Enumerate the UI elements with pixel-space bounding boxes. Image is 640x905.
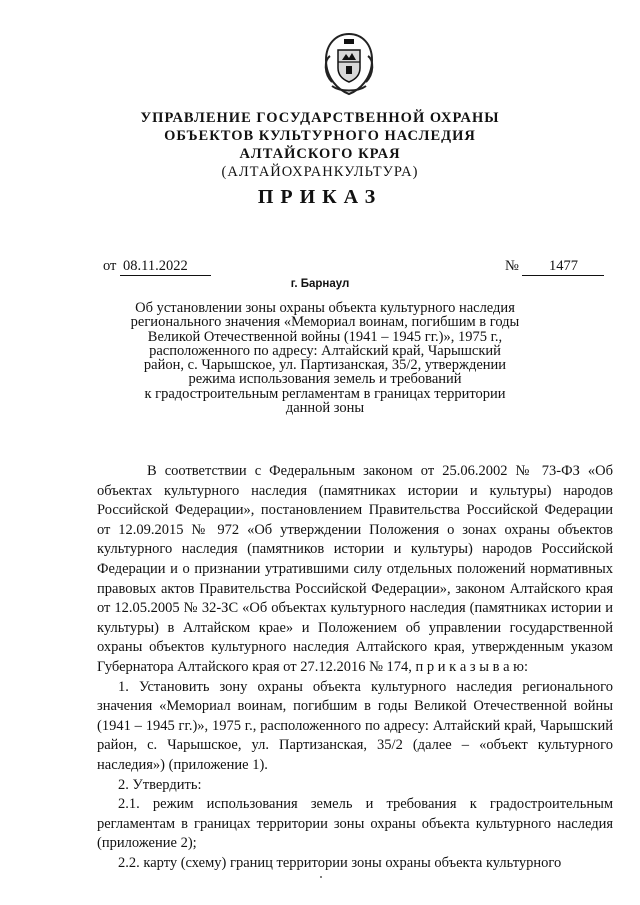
subject-line: к градостроительным регламентам в границах территории bbox=[144, 385, 506, 402]
number-prefix: № bbox=[505, 258, 519, 274]
subject-line: данной зоны bbox=[285, 400, 365, 417]
number-value: 1477 bbox=[522, 257, 604, 276]
document-body bbox=[97, 462, 613, 873]
subject-line: регионального значения «Мемориал воинам, погибшим в годы bbox=[130, 314, 520, 331]
document-title: ПРИКАЗ bbox=[257, 186, 383, 208]
preamble-paragraph: В соответствии с Федеральным законом от 25.06.2002 № 73-ФЗ «Об объектах культурного наследия (памятниках истории и культуры) народов Российской Федерации», постановлением Правительства Российской Федерации от 12.09.2015 № 972 «Об утверждении Положения о зонах охраны объектов культурного наследия (памятников истории и культуры) народов Российской Федерации и о признании утратившими силу отдельных положений нормативных правовых актов Правительства Российской Федерации», законом Алтайского края от 12.05.2005 № 32-ЗС «Об объектах культурного наследия (памятниках истории и культуры) в Алтайском крае» и Положением об управлении государственной охраны объектов культурного наследия Алтайского края, утвержденным указом Губернатора Алтайского края от 27.12.2016 № 174, п р и к а з ы в а ю: bbox=[97, 463, 613, 675]
item-2-paragraph: 2. Утвердить: bbox=[118, 776, 202, 793]
date-value: 08.11.2022 bbox=[120, 257, 211, 276]
document-date bbox=[103, 257, 211, 276]
coat-of-arms-icon bbox=[318, 30, 380, 98]
subject-line: Великой Отечественной войны (1941 – 1945 гг.)», 1975 г., bbox=[147, 328, 503, 345]
subject-line: расположенного по адресу: Алтайский край, Чарышский bbox=[149, 342, 501, 359]
document-subject bbox=[120, 301, 530, 415]
item-2-1-paragraph: 2.1. режим использования земель и требования к градостроительным регламентам в границах территории зоны охраны объекта культурного наследия (приложение 2); bbox=[97, 796, 613, 852]
subject-line: Об установлении зоны охраны объекта культурного наследия bbox=[135, 300, 515, 316]
item-2-2-paragraph: 2.2. карту (схему) границ территории зоны охраны объекта культурного bbox=[118, 854, 562, 871]
scan-dot bbox=[320, 876, 322, 878]
org-name-line3: АЛТАЙСКОГО КРАЯ bbox=[239, 146, 401, 162]
subject-line: режима использования земель и требований bbox=[188, 371, 462, 388]
org-abbreviation: (АЛТАЙОХРАНКУЛЬТУРА) bbox=[221, 164, 419, 180]
date-prefix: от bbox=[103, 258, 117, 274]
document-number bbox=[505, 257, 604, 276]
subject-line: район, с. Чарышское, ул. Партизанская, 35/2, утверждении bbox=[143, 357, 507, 374]
org-name-line2: ОБЪЕКТОВ КУЛЬТУРНОГО НАСЛЕДИЯ bbox=[164, 128, 476, 144]
item-1-paragraph: 1. Установить зону охраны объекта культурного наследия регионального значения «Мемориал воинам, погибшим в годы Великой Отечественной войны (1941 – 1945 гг.)», 1975 г., расположенного по адресу: Алтайский край, Чарышский район, с. Чарышское, ул. Партизанская, 35/2 (далее – «объект культурного наследия») (приложение 1). bbox=[97, 678, 613, 773]
city: г. Барнаул bbox=[290, 278, 350, 290]
org-name-line1: УПРАВЛЕНИЕ ГОСУДАРСТВЕННОЙ ОХРАНЫ bbox=[140, 110, 500, 126]
